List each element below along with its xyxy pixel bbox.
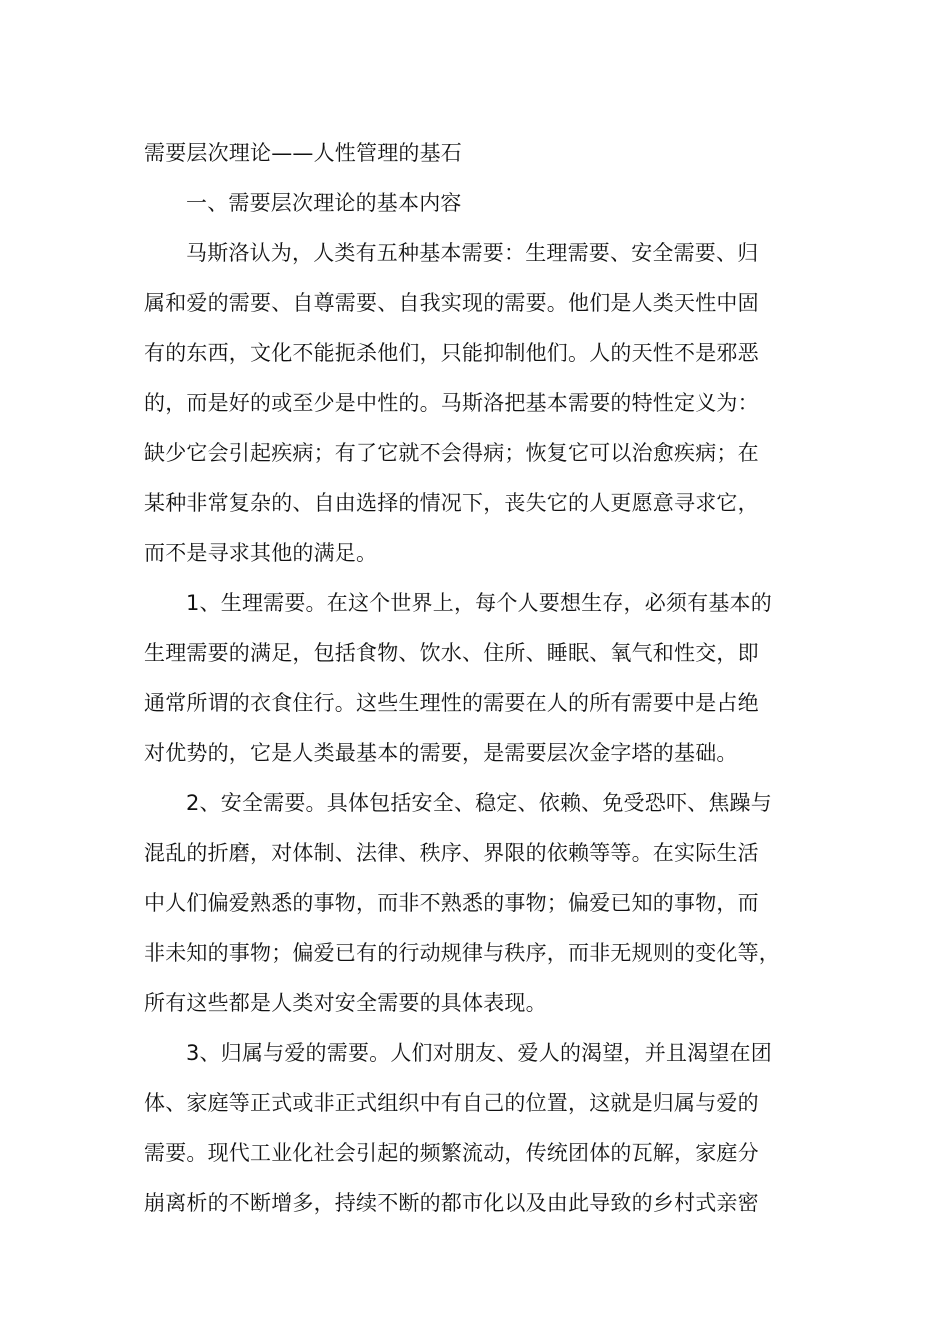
paragraph-line: 非未知的事物；偏爱已有的行动规律与秩序，而非无规则的变化等， xyxy=(144,941,780,965)
paragraph-line: 有的东西，文化不能扼杀他们，只能抑制他们。人的天性不是邪恶 xyxy=(144,341,759,365)
paragraph-overview xyxy=(144,228,808,578)
paragraph-line: 中人们偏爱熟悉的事物，而非不熟悉的事物；偏爱已知的事物，而 xyxy=(144,891,759,915)
paragraph-line: 崩离析的不断增多，持续不断的都市化以及由此导致的乡村式亲密 xyxy=(144,1191,759,1215)
paragraph-line: 生理需要的满足，包括食物、饮水、住所、睡眠、氧气和性交，即 xyxy=(144,641,759,665)
paragraph-physiological-needs xyxy=(144,578,808,778)
paragraph-line: 属和爱的需要、自尊需要、自我实现的需要。他们是人类天性中固 xyxy=(144,291,759,315)
paragraph-line: 3、归属与爱的需要。人们对朋友、爱人的渴望，并且渴望在团 xyxy=(186,1041,772,1065)
paragraph-line: 而不是寻求其他的满足。 xyxy=(144,541,378,565)
paragraph-line: 体、家庭等正式或非正式组织中有自己的位置，这就是归属与爱的 xyxy=(144,1091,759,1115)
paragraph-line: 对优势的，它是人类最基本的需要，是需要层次金字塔的基础。 xyxy=(144,741,738,765)
document-title: 需要层次理论——人性管理的基石 xyxy=(144,141,462,165)
paragraph-line: 的，而是好的或至少是中性的。马斯洛把基本需要的特性定义为： xyxy=(144,391,759,415)
paragraph-line: 通常所谓的衣食住行。这些生理性的需要在人的所有需要中是占绝 xyxy=(144,691,759,715)
paragraph-belonging-love-needs xyxy=(144,1028,808,1228)
paragraph-line: 1、生理需要。在这个世界上，每个人要想生存，必须有基本的 xyxy=(186,591,772,615)
paragraph-line: 混乱的折磨，对体制、法律、秩序、界限的依赖等等。在实际生活 xyxy=(144,841,759,865)
paragraph-line: 2、安全需要。具体包括安全、稳定、依赖、免受恐吓、焦躁与 xyxy=(186,791,772,815)
paragraph-line: 马斯洛认为，人类有五种基本需要：生理需要、安全需要、归 xyxy=(186,241,759,265)
paragraph-line: 缺少它会引起疾病；有了它就不会得病；恢复它可以治愈疾病；在 xyxy=(144,441,759,465)
paragraph-line: 所有这些都是人类对安全需要的具体表现。 xyxy=(144,991,547,1015)
paragraph-line: 需要。现代工业化社会引起的频繁流动，传统团体的瓦解，家庭分 xyxy=(144,1141,759,1165)
paragraph-safety-needs xyxy=(144,778,808,1028)
section-heading: 一、需要层次理论的基本内容 xyxy=(186,191,462,215)
document-body xyxy=(144,128,808,1228)
paragraph-line: 某种非常复杂的、自由选择的情况下，丧失它的人更愿意寻求它， xyxy=(144,491,759,515)
